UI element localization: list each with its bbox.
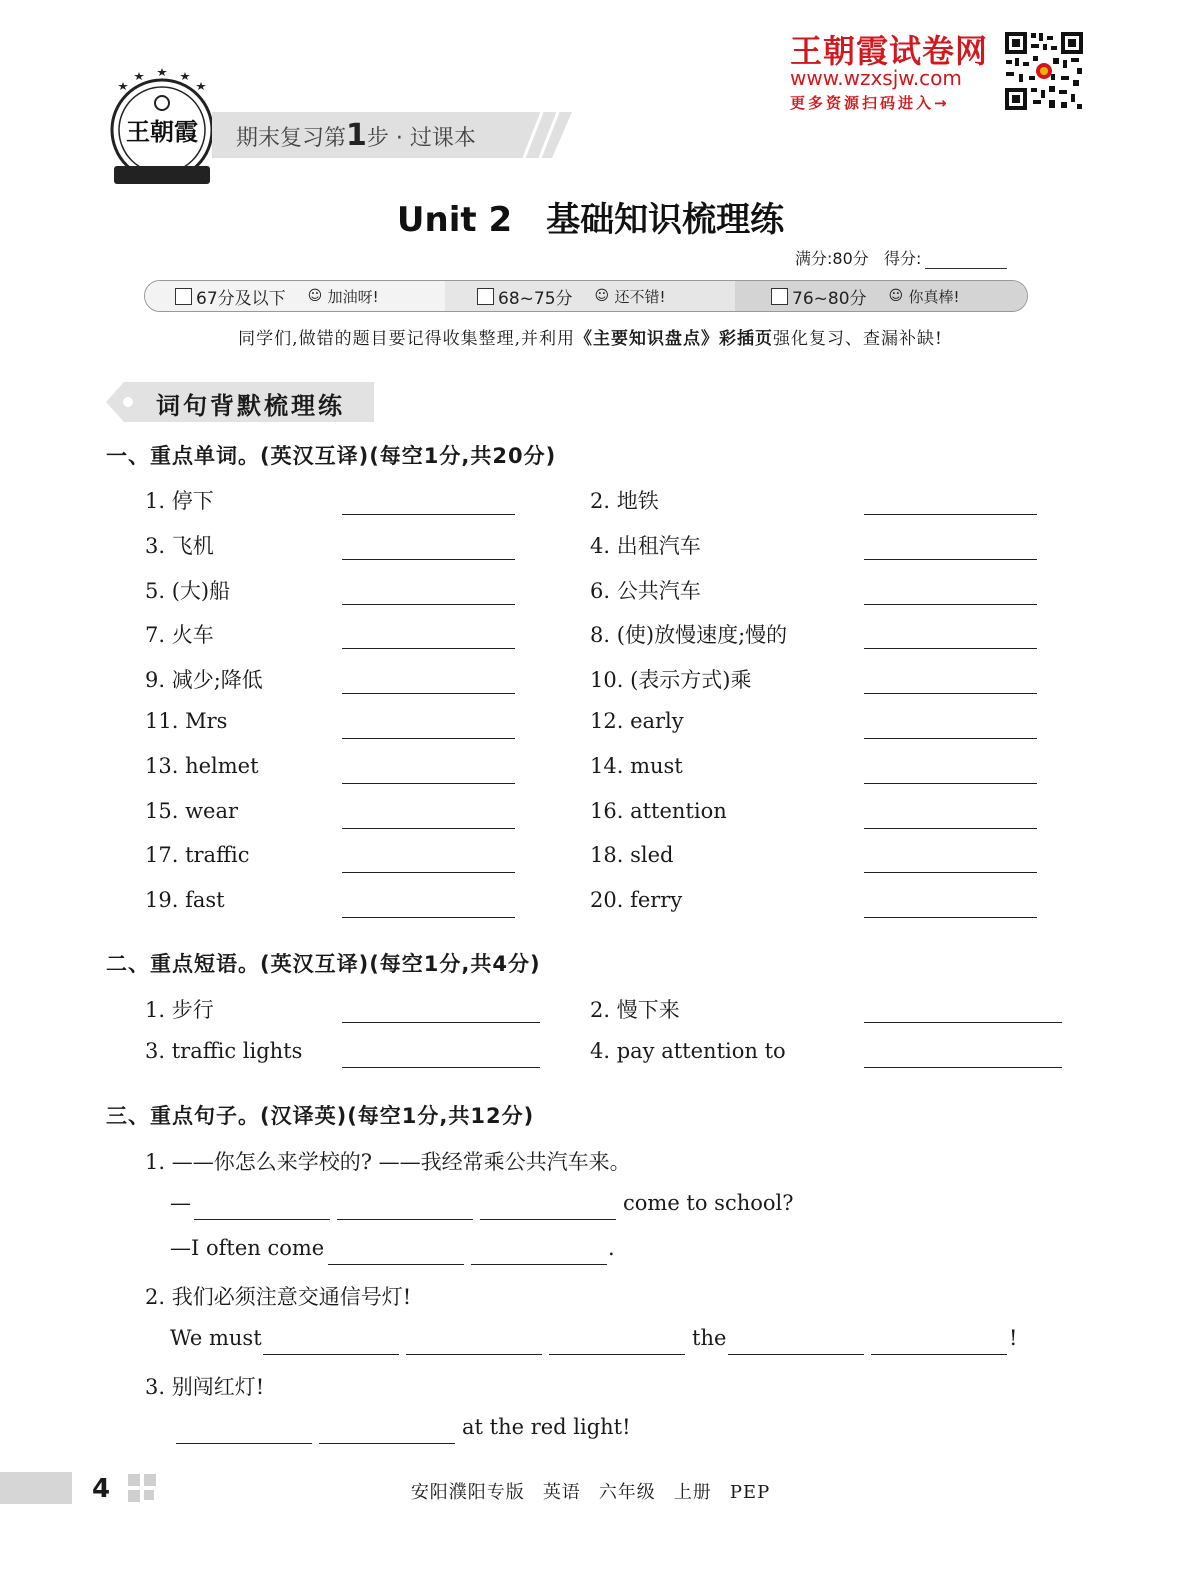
vocab-item-7: 7. 火车 — [145, 623, 214, 648]
answer-blank[interactable] — [864, 872, 1037, 873]
answer-blank[interactable] — [864, 514, 1037, 515]
answer-blank[interactable] — [342, 693, 515, 694]
footer-version: PEP — [729, 1482, 771, 1503]
vocab-item-14: 14. must — [590, 753, 683, 778]
answer-blank[interactable] — [728, 1354, 864, 1355]
vocab-item-15: 15. wear — [145, 798, 239, 823]
section-tag-text: 词句背默梳理练 — [156, 392, 345, 420]
grade-option-3[interactable]: 76~80分 ☺ 你真棒! — [735, 281, 1027, 311]
vocab-item-5: 5. (大)船 — [145, 578, 231, 603]
answer-blank[interactable] — [263, 1354, 399, 1355]
part1-title: 一、重点单词。(英汉互译)(每空1分,共20分) — [106, 444, 557, 468]
answer-blank[interactable] — [337, 1219, 473, 1220]
vocab-item-17: 17. traffic — [145, 843, 250, 868]
score-line — [795, 246, 1007, 269]
vocab-item-3: 3. 飞机 — [145, 533, 214, 558]
brand-logo-icon — [106, 68, 218, 190]
answer-blank[interactable] — [864, 693, 1037, 694]
notice-text: 同学们,做错的题目要记得收集整理,并利用《主要知识盘点》彩插页强化复习、查漏补缺! — [238, 329, 943, 349]
grade-option-1[interactable]: 67分及以下 ☺ 加油呀! — [145, 281, 445, 311]
vocab-item-16: 16. attention — [590, 798, 727, 823]
answer-blank[interactable] — [864, 828, 1037, 829]
vocab-item-18: 18. sled — [590, 843, 674, 868]
answer-blank[interactable] — [864, 1022, 1062, 1023]
page-title — [0, 192, 1181, 241]
smile-face-icon: ☺ — [594, 288, 610, 304]
answer-blank[interactable] — [342, 559, 515, 560]
banner-step: 1 — [346, 118, 367, 153]
footer-edition: 安阳濮阳专版 — [410, 1482, 525, 1503]
answer-blank[interactable] — [342, 738, 515, 739]
smile-face-icon: ☺ — [307, 288, 323, 304]
answer-blank[interactable] — [342, 872, 515, 873]
full-score: 满分:80分 — [795, 249, 869, 268]
sentence-text: come to school? — [623, 1191, 794, 1215]
sentence-text: at the red light! — [462, 1415, 631, 1439]
answer-blank[interactable] — [864, 604, 1037, 605]
sentence-text: the — [692, 1326, 727, 1350]
phrase-item-1: 1. 步行 — [145, 998, 214, 1022]
logo-text: 王朝霞 — [126, 117, 198, 146]
vocab-item-2: 2. 地铁 — [590, 489, 659, 513]
answer-blank[interactable] — [342, 1067, 540, 1068]
grade-checkbox-3 — [771, 288, 788, 305]
smile-face-icon: ☺ — [888, 288, 904, 304]
vocab-item-11: 11. Mrs — [145, 709, 228, 733]
answer-blank[interactable] — [864, 1067, 1062, 1068]
brand-name: 王朝霞试卷网 — [790, 32, 989, 70]
answer-blank[interactable] — [194, 1219, 330, 1220]
answer-blank[interactable] — [342, 828, 515, 829]
sentence-text: . — [608, 1236, 615, 1260]
grade-checkbox-1 — [175, 288, 192, 305]
vocab-item-20: 20. ferry — [590, 888, 683, 913]
answer-blank[interactable] — [319, 1443, 455, 1444]
score-blank[interactable] — [925, 268, 1007, 269]
phrase-item-3: 3. traffic lights — [145, 1039, 303, 1063]
vocab-item-6: 6. 公共汽车 — [590, 578, 701, 603]
score-label: 得分: — [884, 249, 922, 268]
vocab-item-1: 1. 停下 — [145, 489, 214, 513]
grade-checkbox-2 — [477, 288, 494, 305]
sentence-prompt-2: 2. 我们必须注意交通信号灯! — [145, 1285, 412, 1309]
vocab-item-4: 4. 出租汽车 — [590, 533, 701, 558]
page-number: 4 — [92, 1474, 111, 1504]
sentence-prompt-1: 1. ——你怎么来学校的? ——我经常乘公共汽车来。 — [145, 1150, 631, 1174]
sentence-text: ! — [1009, 1326, 1018, 1350]
unit-label: Unit 2 — [396, 200, 513, 240]
sentence-text: We must — [170, 1326, 262, 1350]
answer-blank[interactable] — [864, 559, 1037, 560]
qr-code-icon[interactable] — [1003, 30, 1085, 112]
answer-blank[interactable] — [342, 917, 515, 918]
answer-blank[interactable] — [864, 783, 1037, 784]
sentence-text: —I often come — [170, 1236, 325, 1260]
vocab-item-9: 9. 减少;降低 — [145, 668, 263, 693]
vocab-item-12: 12. early — [590, 709, 684, 733]
grade-bar — [144, 280, 1028, 312]
footer-grade: 六年级 — [598, 1482, 656, 1503]
sentence-prompt-3: 3. 别闯红灯! — [145, 1375, 265, 1399]
vocab-item-10: 10. (表示方式)乘 — [590, 668, 752, 693]
vocab-item-19: 19. fast — [145, 888, 225, 913]
unit-name: 基础知识梳理练 — [546, 200, 785, 240]
footer-info — [0, 1478, 1181, 1504]
answer-blank[interactable] — [871, 1354, 1007, 1355]
banner-text: 期末复习第1步 · 过课本 — [236, 118, 476, 153]
answer-blank[interactable] — [864, 738, 1037, 739]
answer-blank[interactable] — [864, 917, 1037, 918]
vocab-item-13: 13. helmet — [145, 753, 259, 778]
answer-blank[interactable] — [342, 648, 515, 649]
answer-blank[interactable] — [342, 604, 515, 605]
answer-blank[interactable] — [471, 1264, 607, 1265]
phrase-item-2: 2. 慢下来 — [590, 998, 680, 1022]
brand-scan-text: 更多资源扫码进入→ — [790, 94, 950, 112]
footer-subject: 英语 — [542, 1482, 581, 1503]
answer-blank[interactable] — [342, 783, 515, 784]
brand-url[interactable]: www.wzxsjw.com — [790, 66, 962, 90]
answer-blank[interactable] — [176, 1443, 312, 1444]
answer-blank[interactable] — [328, 1264, 464, 1265]
dash: — — [170, 1191, 191, 1215]
answer-blank[interactable] — [406, 1354, 542, 1355]
footer-term: 上册 — [673, 1482, 712, 1503]
answer-blank[interactable] — [864, 648, 1037, 649]
phrase-item-4: 4. pay attention to — [590, 1039, 786, 1063]
grade-option-2[interactable]: 68~75分 ☺ 还不错! — [445, 281, 735, 311]
answer-blank[interactable] — [342, 514, 515, 515]
part2-title: 二、重点短语。(英汉互译)(每空1分,共4分) — [106, 952, 541, 976]
vocab-item-8: 8. (使)放慢速度;慢的 — [590, 623, 788, 648]
answer-blank[interactable] — [342, 1022, 540, 1023]
part3-title: 三、重点句子。(汉译英)(每空1分,共12分) — [106, 1104, 535, 1128]
answer-blank[interactable] — [480, 1219, 616, 1220]
answer-blank[interactable] — [549, 1354, 685, 1355]
